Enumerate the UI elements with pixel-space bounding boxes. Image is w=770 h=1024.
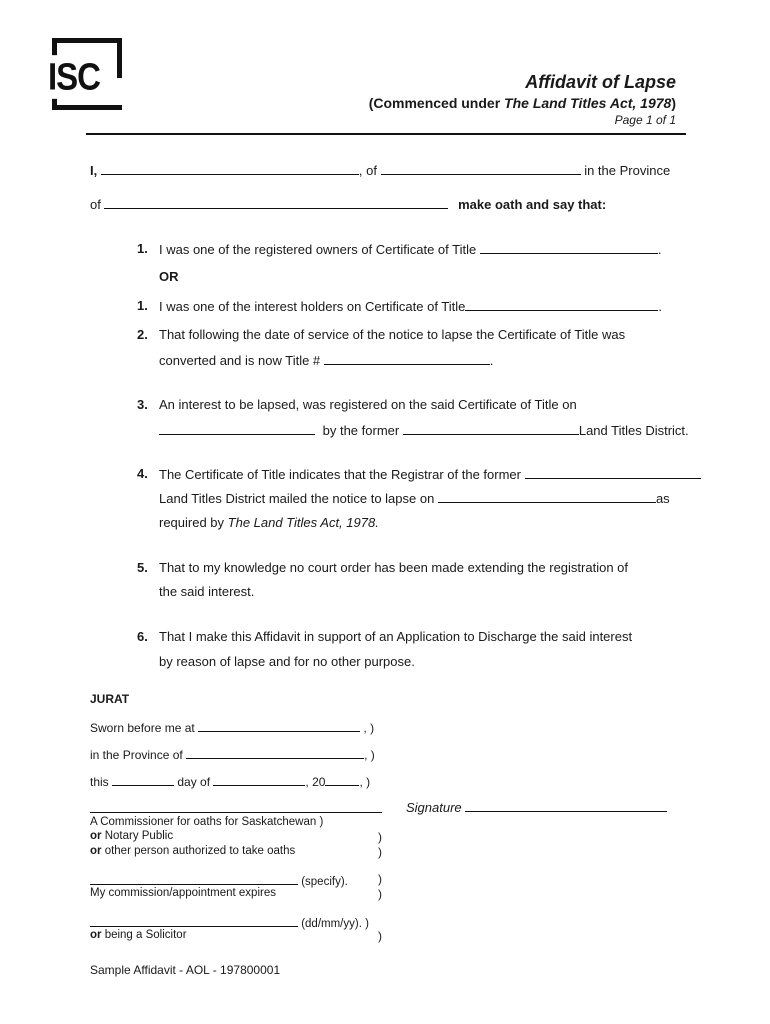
expiry-date-line: (dd/mm/yy). ) [90,914,369,930]
sworn-location-field[interactable] [198,719,360,732]
interest-certificate-field[interactable] [465,298,658,311]
date-line: this day of , 20 , ) [90,775,371,789]
item-6-line1: That I make this Affidavit in support of an Application to Discharge the said interest [159,629,633,644]
jurat-heading: JURAT [90,692,130,706]
expires-label: My commission/appointment expires [90,887,276,899]
item-4-line1: The Certificate of Title indicates that the Registrar of the former [159,466,701,482]
former-district-field[interactable] [403,422,579,435]
deponent-name-field[interactable] [101,162,359,175]
specify-line: (specify). [90,872,348,888]
jurat-province-line: in the Province of , ) [90,748,375,762]
solicitor-label: or being a Solicitor [90,929,187,941]
bracket: ) [378,929,382,943]
page-number: Page 1 of 1 [614,113,676,127]
item-5-line2: the said interest. [159,584,255,599]
item-4-line3: required by The Land Titles Act, 1978. [159,515,379,530]
jurat-province-field[interactable] [186,746,364,759]
title-number-field[interactable] [324,352,490,365]
item-number: 1. [137,241,148,256]
specify-field[interactable] [90,872,298,885]
notary-label: or Notary Public [90,830,174,842]
item-number: 3. [137,397,148,412]
day-field[interactable] [112,773,174,786]
expiry-date-field[interactable] [90,914,298,927]
item-number: 2. [137,327,148,342]
province-field[interactable] [104,196,448,209]
item-number: 5. [137,560,148,575]
province-line: of make oath and say that: [90,197,607,212]
form-title: Affidavit of Lapse [525,72,676,92]
month-field[interactable] [213,773,305,786]
deponent-line: I, , of in the Province [90,163,671,178]
bracket: ) [378,872,382,886]
commissioner-label: A Commissioner for oaths for Saskatchewan ) [90,816,324,828]
item-6-line2: by reason of lapse and for no other purpose. [159,654,415,669]
sworn-line: Sworn before me at , ) [90,721,375,735]
item-2-line2: converted and is now Title # . [159,353,494,368]
form-subtitle: (Commenced under The Land Titles Act, 1978) [368,95,676,111]
notice-date-field[interactable] [438,490,656,503]
deponent-city-field[interactable] [381,162,581,175]
footer-reference: Sample Affidavit - AOL - 197800001 [90,963,281,977]
item-3-line1: An interest to be lapsed, was registered on the said Certificate of Title on [159,397,577,412]
item-number: 6. [137,629,148,644]
signature-field[interactable] [465,799,667,812]
item-5-line1: That to my knowledge no court order has been made extending the registration of [159,560,629,575]
bracket: ) [378,830,382,844]
item-4-line2: Land Titles District mailed the notice to lapse on as [159,491,670,506]
other-person-label: or other person authorized to take oaths [90,845,296,857]
isc-logo: ISC [48,55,101,98]
item-2-line1: That following the date of service of the notice to lapse the Certificate of Title was [159,327,626,342]
bracket: ) [378,845,382,859]
item-number: 1. [137,298,148,313]
commissioner-signature-field[interactable] [90,812,382,813]
header-rule [86,133,686,135]
certificate-of-title-field[interactable] [480,241,658,254]
year-field[interactable] [325,773,359,786]
bracket: ) [378,887,382,901]
registrar-district-field[interactable] [525,466,701,479]
item-3-line2: by the former Land Titles District. [159,422,689,438]
registration-date-field[interactable] [159,422,315,435]
signature-line: Signature [406,799,667,815]
item-1: I was one of the registered owners of Certificate of Title . [159,242,662,257]
or-label: OR [159,269,179,284]
item-1b: I was one of the interest holders on Certificate of Title . [159,299,663,314]
item-number: 4. [137,466,148,481]
